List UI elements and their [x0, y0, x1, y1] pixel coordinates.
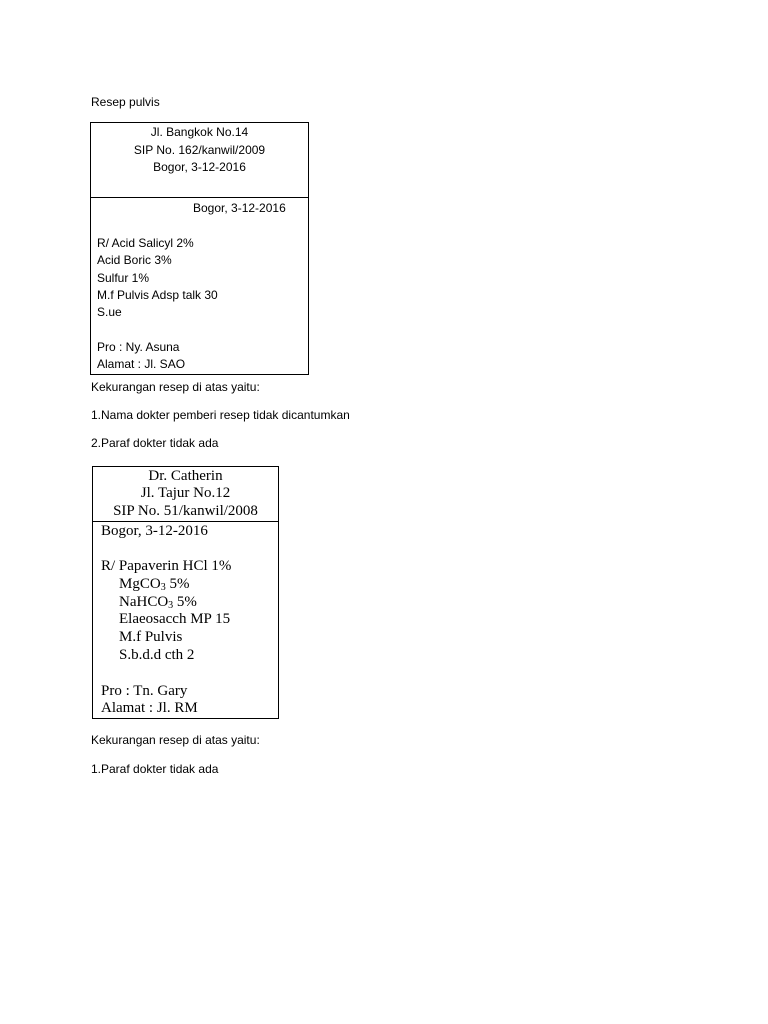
prescription-2-header-doctor: Dr. Catherin [148, 468, 223, 484]
prescription-1-address: Alamat : Jl. SAO [97, 357, 186, 371]
prescription-1-box [90, 122, 309, 375]
prescription-1-header-city-date: Bogor, 3-12-2016 [153, 160, 246, 174]
critique-2-heading: Kekurangan resep di atas yaitu: [91, 733, 260, 747]
prescription-2-line: Elaeosacch MP 15 [119, 611, 231, 627]
critique-2-item: 1.Paraf dokter tidak ada [91, 762, 219, 776]
prescription-1-patient: Pro : Ny. Asuna [97, 340, 180, 354]
prescription-2-header-address: Jl. Tajur No.12 [140, 485, 231, 501]
prescription-1-divider [91, 197, 308, 198]
prescription-2-line: R/ Papaverin HCl 1% [101, 558, 232, 574]
prescription-1-line: R/ Acid Salicyl 2% [97, 236, 194, 250]
prescription-2-line: S.b.d.d cth 2 [119, 647, 195, 663]
prescription-2-date: Bogor, 3-12-2016 [101, 523, 208, 539]
prescription-2-address: Alamat : Jl. RM [101, 700, 198, 716]
critique-1-item: 1.Nama dokter pemberi resep tidak dicantumkan [91, 408, 350, 422]
critique-1-item: 2.Paraf dokter tidak ada [91, 436, 219, 450]
prescription-1-header-address: Jl. Bangkok No.14 [150, 125, 249, 139]
prescription-2-box [92, 466, 279, 719]
prescription-2-patient: Pro : Tn. Gary [101, 683, 188, 699]
prescription-1-header-sip: SIP No. 162/kanwil/2009 [133, 143, 266, 157]
prescription-1-line: M.f Pulvis Adsp talk 30 [97, 288, 218, 302]
prescription-2-line: NaHCO$_3$ 5% [119, 594, 197, 611]
prescription-2-line: MgCO$_3$ 5% [119, 576, 190, 593]
prescription-2-header-sip: SIP No. 51/kanwil/2008 [113, 503, 258, 519]
prescription-1-line: S.ue [97, 305, 122, 319]
section-title: Resep pulvis [91, 95, 160, 109]
critique-1-heading: Kekurangan resep di atas yaitu: [91, 380, 260, 394]
prescription-2-divider [93, 521, 278, 522]
prescription-1-line: Acid Boric 3% [97, 253, 172, 267]
prescription-1-date: Bogor, 3-12-2016 [193, 201, 286, 215]
prescription-1-line: Sulfur 1% [97, 271, 150, 285]
prescription-2-line: M.f Pulvis [119, 629, 183, 645]
